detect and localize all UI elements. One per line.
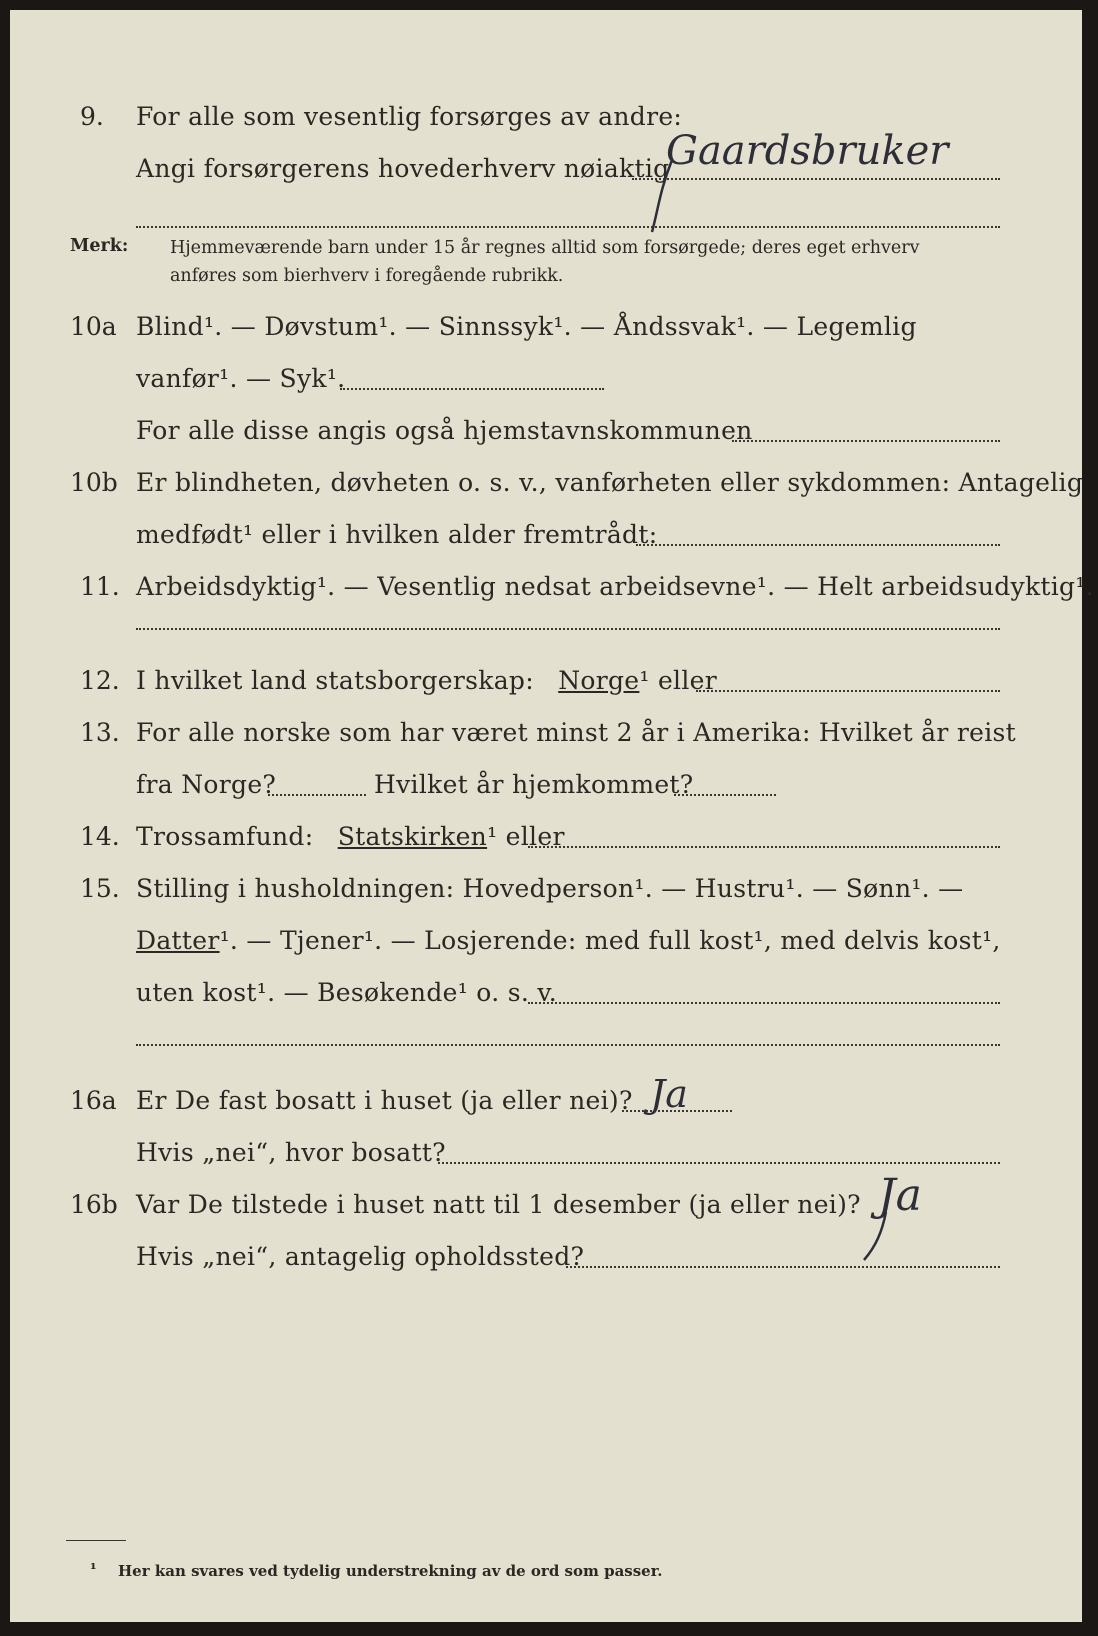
merk-text-line2: anføres som bierhverv i foregående rubrikk.	[170, 266, 564, 286]
census-form-page	[10, 10, 1094, 1622]
q10a-number: 10a	[70, 312, 117, 341]
q16a-number: 16a	[70, 1086, 117, 1115]
q9-question-line2: Angi forsørgerens hovederhverv nøiaktig	[136, 154, 670, 183]
q13-question-line2a: fra Norge?	[136, 770, 277, 799]
footnote-text: Her kan svares ved tydelig understrekning av de ord som passer.	[118, 1562, 663, 1580]
q15-line2-rest: ¹. — Tjener¹. — Losjerende: med full kost¹, med delvis kost¹,	[219, 926, 1001, 955]
merk-text-line1: Hjemmeværende barn under 15 år regnes alltid som forsørgede; deres eget erhverv	[170, 238, 920, 258]
q9-question-line1: For alle som vesentlig forsørges av andre:	[136, 102, 683, 131]
q15-question-line2	[136, 926, 1001, 955]
q11-number: 11.	[80, 572, 120, 601]
q14-answer-line	[528, 846, 1000, 848]
q16a-question-line2: Hvis „nei“, hvor bosatt?	[136, 1138, 446, 1167]
q10a-question-line2: vanfør¹. — Syk¹.	[136, 364, 346, 393]
q13-question-line1: For alle norske som har været minst 2 år i Amerika: Hvilket år reist	[136, 718, 1017, 747]
q10a-question-line3: For alle disse angis også hjemstavnskommunen	[136, 416, 753, 445]
q15-answer-line	[528, 1002, 1000, 1004]
q14-prefix: Trossamfund:	[136, 822, 314, 851]
q9-handwriting-stroke	[630, 140, 710, 240]
q10a-syk-answer-line	[340, 388, 604, 390]
q12-answer-line	[696, 690, 1000, 692]
q13-reist-answer-line	[268, 794, 366, 796]
q12-option-norge: Norge	[558, 666, 640, 695]
q10a-kommune-answer-line	[732, 440, 1000, 442]
q10b-question-line2: medfødt¹ eller i hvilken alder fremtrådt:	[136, 520, 658, 549]
q15-question-line3: uten kost¹. — Besøkende¹ o. s. v.	[136, 978, 558, 1007]
q14-number: 14.	[80, 822, 120, 851]
q10b-question-line1: Er blindheten, døvheten o. s. v., vanførheten eller sykdommen: Antagelig	[136, 468, 1084, 497]
q15-continuation-line	[136, 1044, 1000, 1046]
q11-answer-line	[136, 628, 1000, 630]
footnote-separator	[66, 1540, 126, 1541]
q14-suffix: ¹ eller	[487, 822, 565, 851]
q13-question-line2b: Hvilket år hjemkommet?	[374, 770, 694, 799]
q16b-opholdssted-answer-line	[566, 1266, 1000, 1268]
footnote-mark: ¹	[90, 1560, 97, 1578]
q16b-handwritten-answer: Ja	[878, 1170, 922, 1221]
q10b-answer-line	[636, 544, 1000, 546]
q9-continuation-line	[136, 226, 1000, 228]
q9-handwritten-answer: Gaardsbruker	[666, 128, 949, 174]
q16b-question-line1: Var De tilstede i huset natt til 1 desember (ja eller nei)?	[136, 1190, 861, 1219]
q13-number: 13.	[80, 718, 120, 747]
q16a-bosatt-answer-line	[438, 1162, 1000, 1164]
q10b-number: 10b	[70, 468, 118, 497]
q12-prefix: I hvilket land statsborgerskap:	[136, 666, 534, 695]
q12-suffix: ¹ eller	[639, 666, 717, 695]
q16a-handwritten-answer: Ja	[650, 1072, 688, 1116]
q10a-question-line1: Blind¹. — Døvstum¹. — Sinnssyk¹. — Åndssvak¹. — Legemlig	[136, 312, 917, 341]
q11-question: Arbeidsdyktig¹. — Vesentlig nedsat arbeidsevne¹. — Helt arbeidsudyktig¹.	[136, 572, 1094, 601]
q14-option-statskirken: Statskirken	[337, 822, 488, 851]
q13-hjemkommet-answer-line	[674, 794, 776, 796]
q14-question	[136, 822, 565, 851]
q16b-number: 16b	[70, 1190, 118, 1219]
q12-question	[136, 666, 717, 695]
q16b-handwriting-stroke	[858, 1206, 898, 1266]
q15-number: 15.	[80, 874, 120, 903]
q16b-question-line2: Hvis „nei“, antagelig opholdssted?	[136, 1242, 585, 1271]
merk-label: Merk:	[70, 236, 129, 256]
q15-question-line1: Stilling i husholdningen: Hovedperson¹. — Hustru¹. — Sønn¹. —	[136, 874, 964, 903]
q12-number: 12.	[80, 666, 120, 695]
q15-option-datter: Datter	[136, 926, 220, 955]
q16a-question-line1: Er De fast bosatt i huset (ja eller nei)?	[136, 1086, 633, 1115]
q9-number: 9.	[80, 102, 104, 131]
